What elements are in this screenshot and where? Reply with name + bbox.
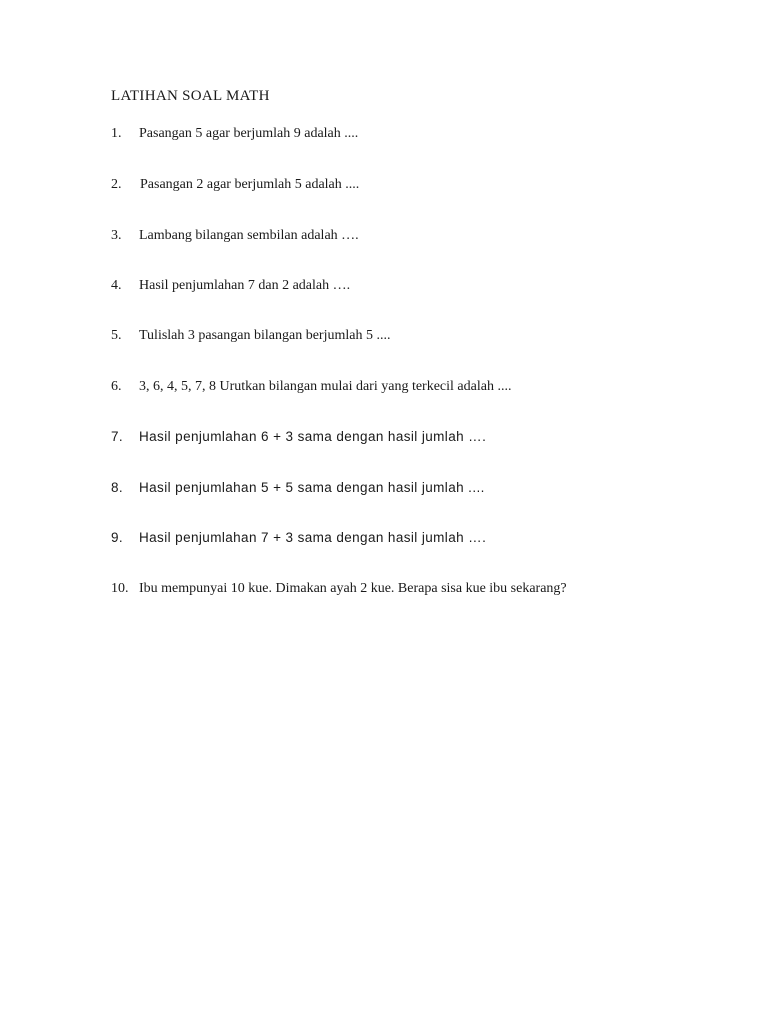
question-text: Ibu mempunyai 10 kue. Dimakan ayah 2 kue. Berapa sisa kue ibu sekarang? [139, 581, 567, 596]
question-text: Pasangan 5 agar berjumlah 9 adalah .... [139, 126, 359, 141]
question-text: Hasil penjumlahan 7 dan 2 adalah …. [139, 278, 351, 293]
question-text: 3, 6, 4, 5, 7, 8 Urutkan bilangan mulai dari yang terkecil adalah .... [139, 379, 512, 394]
question-number: 4. [111, 278, 122, 293]
question-number: 6. [111, 379, 122, 394]
question-text: Hasil penjumlahan 7 + 3 sama dengan hasil jumlah …. [139, 530, 487, 545]
question-text: Tulislah 3 pasangan bilangan berjumlah 5 .... [139, 328, 391, 343]
question-number: 5. [111, 328, 122, 343]
question-number: 9. [111, 530, 124, 545]
question-number: 10. [111, 581, 129, 596]
question-text: Hasil penjumlahan 6 + 3 sama dengan hasil jumlah …. [139, 429, 487, 444]
question-number: 2. [111, 177, 122, 192]
question-text: Pasangan 2 agar berjumlah 5 adalah .... [140, 177, 360, 192]
question-number: 8. [111, 480, 124, 495]
document-title: LATIHAN SOAL MATH [111, 88, 270, 104]
question-text: Lambang bilangan sembilan adalah …. [139, 228, 359, 243]
question-text: Hasil penjumlahan 5 + 5 sama dengan hasil jumlah .... [139, 480, 485, 495]
question-number: 1. [111, 126, 122, 141]
question-number: 3. [111, 228, 122, 243]
question-number: 7. [111, 429, 124, 444]
